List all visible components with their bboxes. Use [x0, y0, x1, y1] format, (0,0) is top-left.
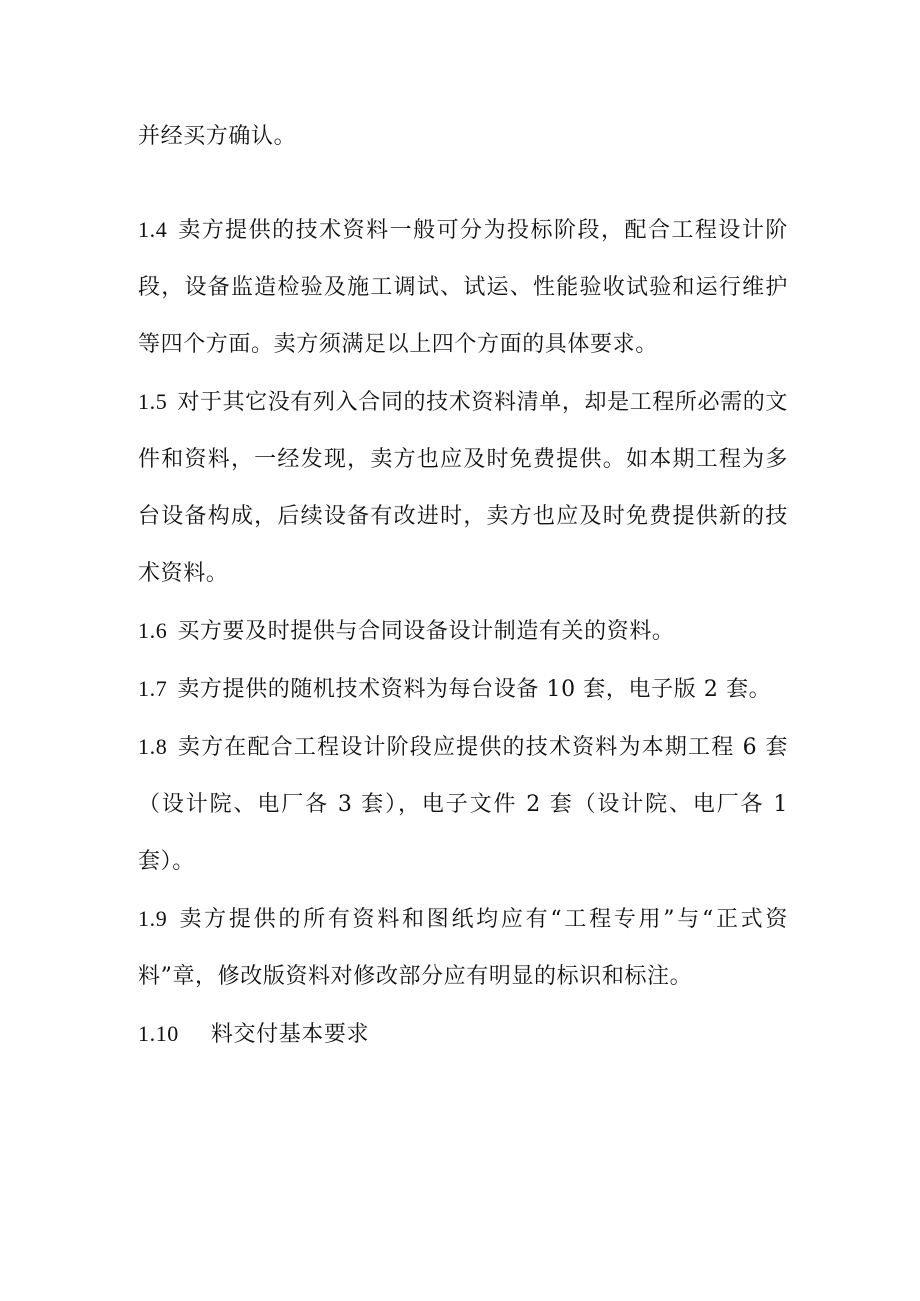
paragraph-text: 卖方提供的所有资料和图纸均应有“工程专用”与“正式资料”章，修改版资料对修改部分应有明显的标识和标注。	[138, 907, 788, 989]
paragraph-1-4	[138, 201, 788, 373]
document-body	[138, 108, 788, 1063]
paragraph-1-8	[138, 718, 788, 890]
section-number: 1.9	[138, 906, 168, 931]
paragraph-1-10-heading	[138, 1005, 788, 1063]
section-number: 1.5	[138, 389, 168, 414]
paragraph-text: 买方要及时提供与合同设备设计制造有关的资料。	[177, 619, 675, 644]
paragraph-spacer	[138, 165, 788, 201]
paragraph-1-9	[138, 890, 788, 1005]
section-number: 1.7	[138, 676, 168, 701]
paragraph-text: 卖方在配合工程设计阶段应提供的技术资料为本期工程 6 套（设计院、电厂各 3 套），电子文件 2 套（设计院、电厂各 1 套）。	[138, 735, 788, 874]
paragraph-text: 料交付基本要求	[210, 1022, 370, 1047]
paragraph-text: 并经买方确认。	[138, 124, 297, 149]
paragraph-1-5	[138, 373, 788, 602]
section-number: 1.10	[138, 1021, 179, 1046]
section-number: 1.4	[138, 217, 168, 242]
section-number: 1.8	[138, 734, 168, 759]
section-number: 1.6	[138, 618, 168, 643]
paragraph-text: 卖方提供的随机技术资料为每台设备 10 套，电子版 2 套。	[177, 677, 772, 702]
paragraph-text: 对于其它没有列入合同的技术资料清单，却是工程所必需的文件和资料，一经发现，卖方也应及时免费提供。如本期工程为多台设备构成，后续设备有改进时，卖方也应及时免费提供新的技术资料。	[138, 390, 788, 586]
paragraph-1-7	[138, 660, 788, 718]
paragraph-text: 卖方提供的技术资料一般可分为投标阶段，配合工程设计阶段，设备监造检验及施工调试、试运、性能验收试验和运行维护等四个方面。卖方须满足以上四个方面的具体要求。	[138, 218, 788, 357]
paragraph-1-6	[138, 602, 788, 660]
paragraph-continuation	[138, 108, 788, 165]
